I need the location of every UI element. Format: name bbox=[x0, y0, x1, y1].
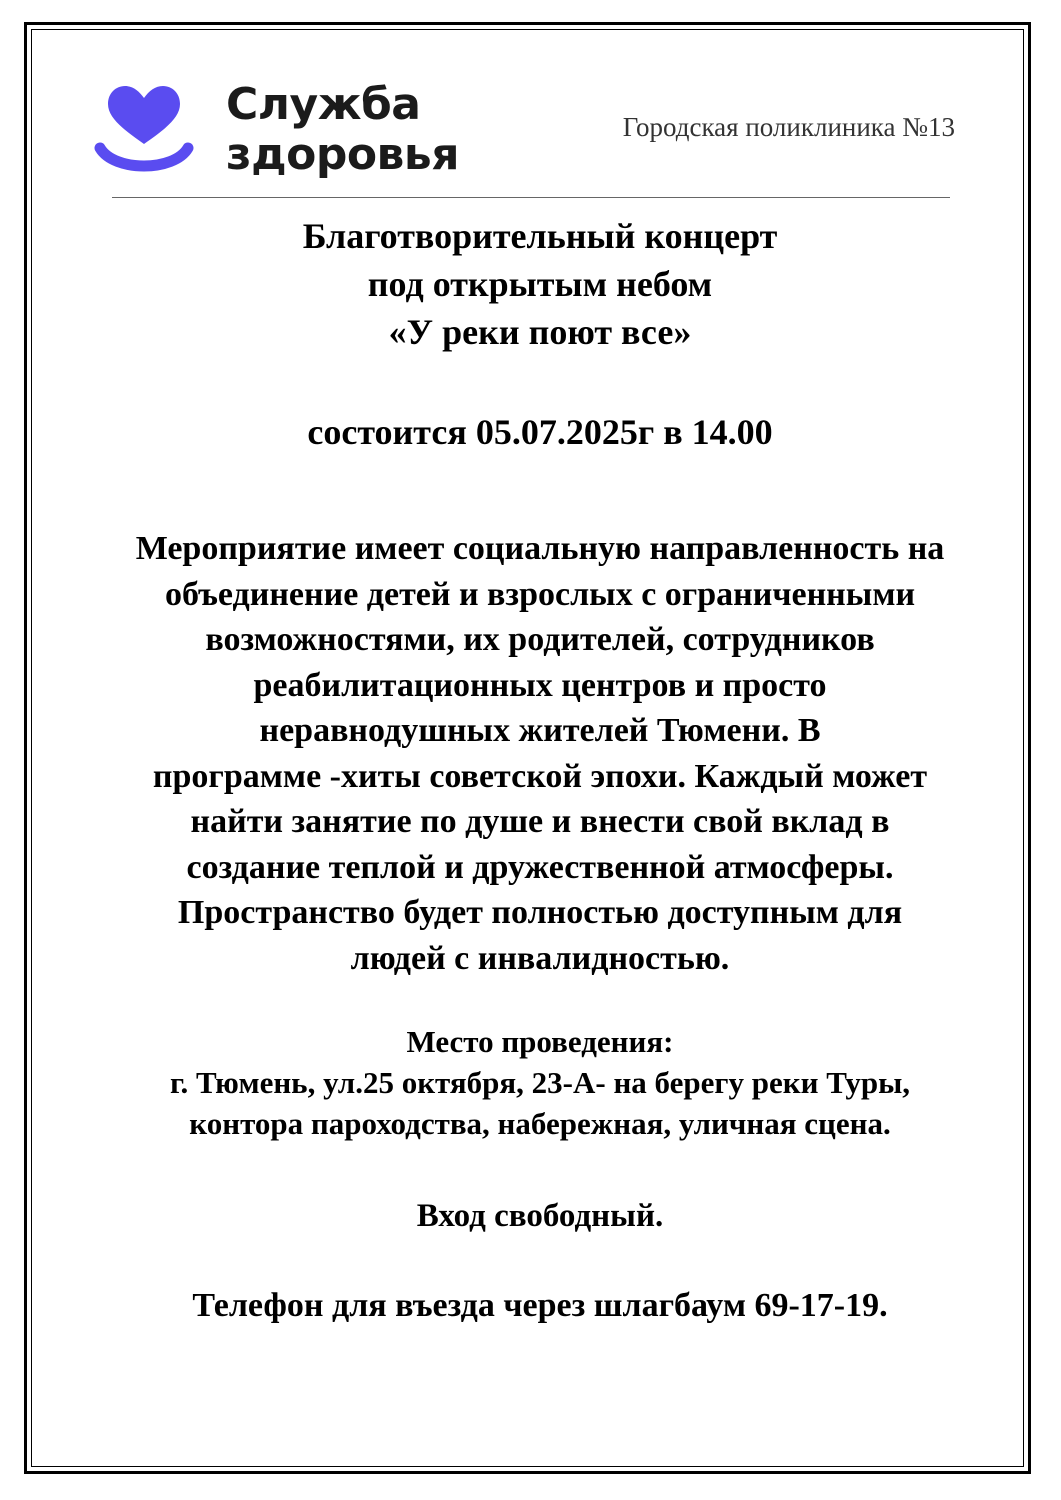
description-line: неравнодушных жителей Тюмени. В bbox=[259, 712, 821, 749]
title-line-1: Благотворительный концерт bbox=[302, 216, 778, 256]
announcement-body bbox=[40, 212, 1040, 1330]
event-description bbox=[40, 526, 1040, 981]
description-line: Пространство будет полностью доступным для bbox=[177, 894, 903, 931]
event-title bbox=[40, 212, 1040, 356]
phone-note: Телефон для въезда через шлагбаум 69-17-19. bbox=[192, 1287, 888, 1324]
heart-smile-icon bbox=[94, 82, 194, 182]
description-line: программе -хиты советской эпохи. Каждый может bbox=[152, 757, 928, 795]
description-line: создание теплой и дружественной атмосферы. bbox=[186, 848, 894, 886]
entry-note: Вход свободный. bbox=[416, 1198, 664, 1234]
sluzhba-zdorovya-logo bbox=[94, 80, 514, 190]
description-line: реабилитационных центров и просто bbox=[253, 666, 827, 704]
description-line: найти занятие по душе и внести свой вклад в bbox=[190, 803, 890, 840]
venue-address-line-1: г. Тюмень, ул.25 октября, 23-А- на берегу реки Туры, bbox=[169, 1065, 911, 1100]
title-line-3: «У реки поют все» bbox=[388, 312, 692, 352]
logo-line-2: здоровья bbox=[226, 129, 459, 180]
logo-line-1: Служба bbox=[226, 79, 421, 130]
header-divider bbox=[112, 197, 950, 198]
event-venue bbox=[40, 1021, 1040, 1144]
description-line: возможностями, их родителей, сотрудников bbox=[205, 621, 875, 658]
venue-address-line-2: контора пароходства, набережная, уличная сцена. bbox=[189, 1106, 891, 1141]
logo-text bbox=[226, 80, 459, 180]
clinic-name: Городская поликлиника №13 bbox=[622, 112, 955, 142]
heart-shape bbox=[108, 86, 180, 144]
description-line: Мероприятие имеет социальную направленность на bbox=[135, 530, 945, 567]
title-line-2: под открытым небом bbox=[367, 264, 713, 304]
smile-shape bbox=[100, 148, 188, 166]
venue-label: Место проведения: bbox=[406, 1024, 674, 1059]
description-line: объединение детей и взрослых с ограниченными bbox=[164, 575, 916, 613]
description-line: людей с инвалидностью. bbox=[350, 939, 730, 977]
event-date: состоится 05.07.2025г в 14.00 bbox=[307, 412, 773, 452]
